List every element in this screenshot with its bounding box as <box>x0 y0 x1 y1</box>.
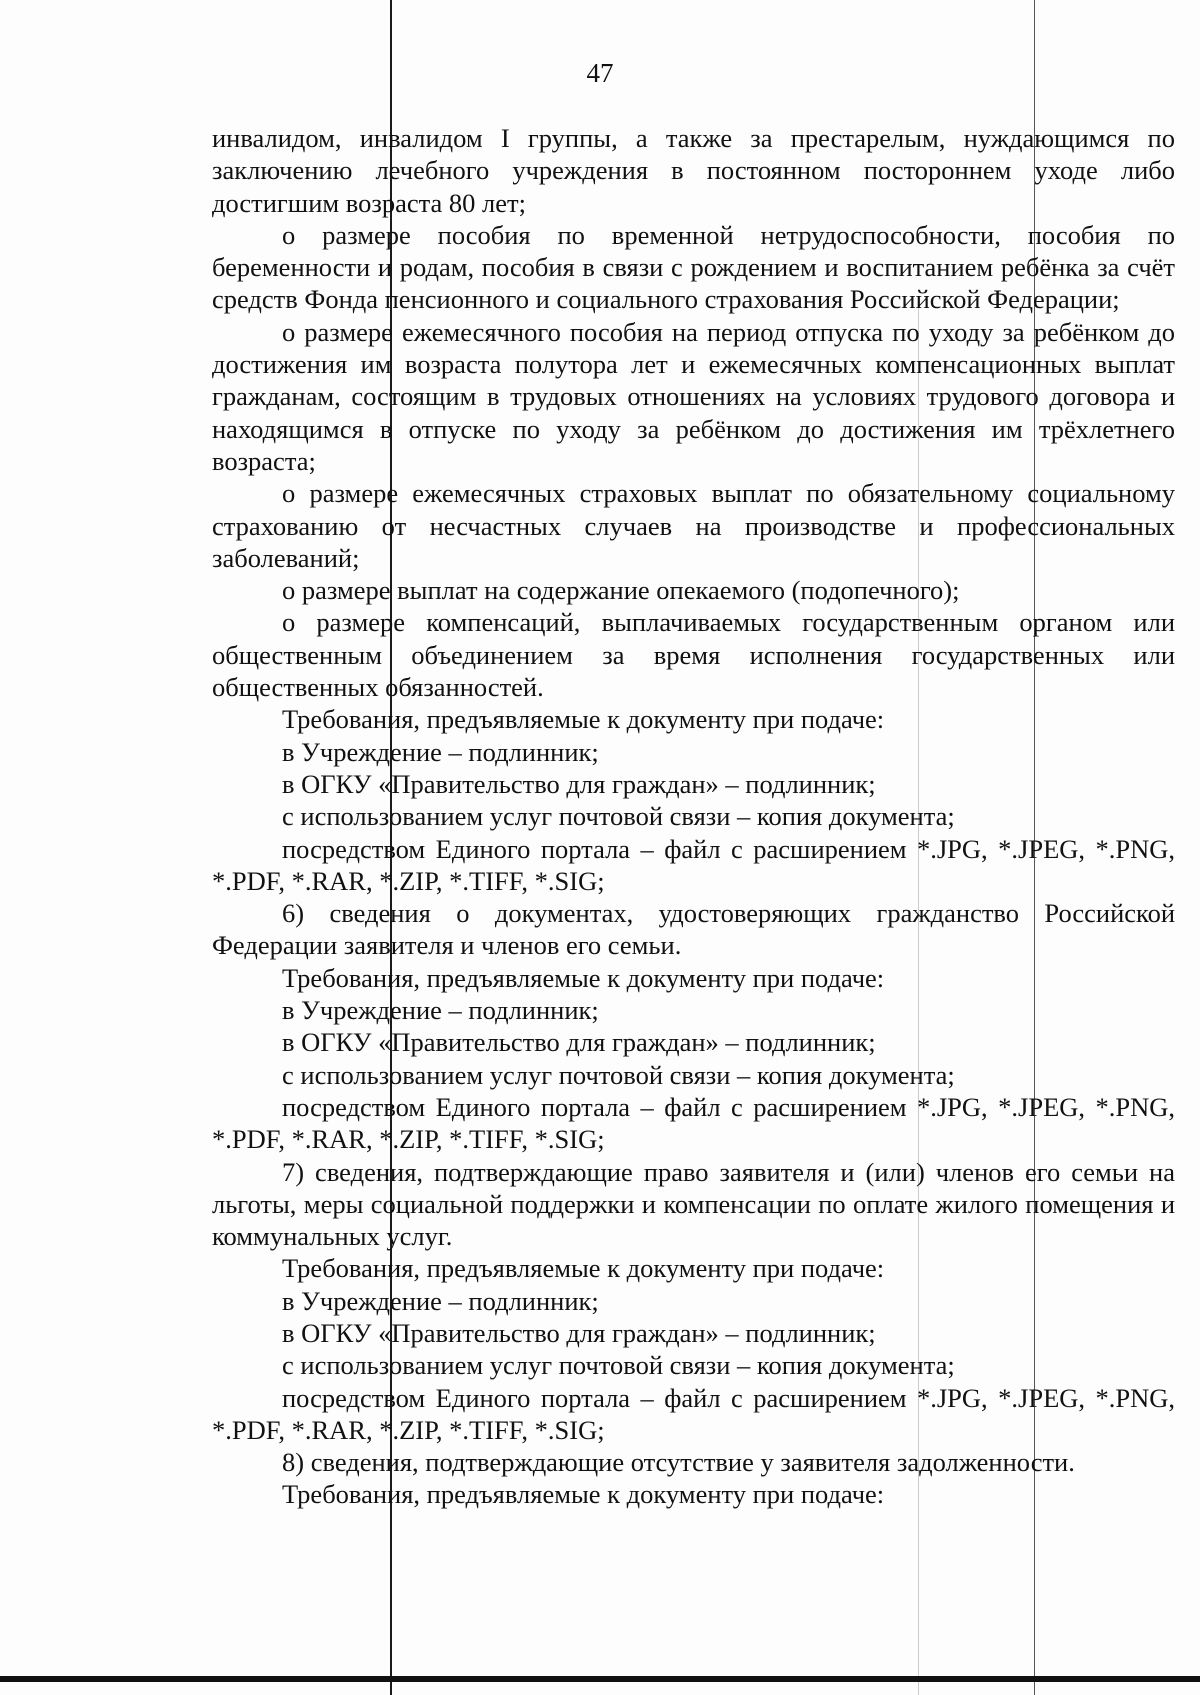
paragraph: в Учреждение – подлинник; <box>282 1285 599 1316</box>
paragraph: о размере ежемесячного пособия на период отпуска по уходу за ребёнком до достижения им возраста полутора лет и ежемесячных компенсационных выплат гражданам, состоящим в трудовых отношениях на условиях трудового договора и находящимся в отпуске по уходу за ребёнком до достижения им трёхлетнего возраста; <box>212 316 1175 476</box>
paragraph: 8) сведения, подтверждающие отсутствие у заявителя задолженности. <box>282 1447 1075 1478</box>
paragraph: Требования, предъявляемые к документу при подаче: <box>282 1253 885 1284</box>
paragraph: посредством Единого портала – файл с расширением *.JPG, *.JPEG, *.PNG, *.PDF, *.RAR, *.ZIP, *.TIFF, *.SIG; <box>212 1382 1175 1445</box>
paragraph: в ОГКУ «Правительство для граждан» – подлинник; <box>282 1317 876 1348</box>
document-body <box>212 122 1175 1511</box>
paragraph: о размере выплат на содержание опекаемого (подопечного); <box>282 575 960 606</box>
paragraph: о размере компенсаций, выплачиваемых государственным органом или общественным объединением за время исполнения государственных или общественных обязанностей. <box>212 607 1175 703</box>
paragraph: с использованием услуг почтовой связи – копия документа; <box>282 801 955 832</box>
paragraph: Требования, предъявляемые к документу при подаче: <box>282 1479 885 1510</box>
paragraph: в ОГКУ «Правительство для граждан» – подлинник; <box>282 1027 876 1058</box>
paragraph: посредством Единого портала – файл с расширением *.JPG, *.JPEG, *.PNG, *.PDF, *.RAR, *.ZIP, *.TIFF, *.SIG; <box>212 1091 1175 1155</box>
paragraph: в Учреждение – подлинник; <box>282 736 599 767</box>
paragraph: с использованием услуг почтовой связи – копия документа; <box>282 1059 955 1090</box>
paragraph: Требования, предъявляемые к документу при подаче: <box>282 962 885 993</box>
paragraph: о размере пособия по временной нетрудоспособности, пособия по беременности и родам, пособия в связи с рождением и воспитанием ребёнка за счёт средств Фонда пенсионного и социального страхования Российской Федерации; <box>212 219 1175 315</box>
paragraph: с использованием услуг почтовой связи – копия документа; <box>282 1350 955 1381</box>
paragraph: 6) сведения о документах, удостоверяющих гражданство Российской Федерации заявителя и членов его семьи. <box>212 898 1175 961</box>
paragraph: Требования, предъявляемые к документу при подаче: <box>282 704 885 735</box>
paragraph: в Учреждение – подлинник; <box>282 995 599 1026</box>
paragraph: в ОГКУ «Правительство для граждан» – подлинник; <box>282 768 876 799</box>
paragraph: о размере ежемесячных страховых выплат по обязательному социальному страхованию от несчастных случаев на производстве и профессиональных заболеваний; <box>212 478 1175 573</box>
paragraph: 7) сведения, подтверждающие право заявителя и (или) членов его семьи на льготы, меры социальной поддержки и компенсации по оплате жилого помещения и коммунальных услуг. <box>212 1156 1175 1252</box>
paragraph: посредством Единого портала – файл с расширением *.JPG, *.JPEG, *.PNG, *.PDF, *.RAR, *.ZIP, *.TIFF, *.SIG; <box>212 833 1175 896</box>
paragraph: инвалидом, инвалидом I группы, а также за престарелым, нуждающимся по заключению лечебного учреждения в постоянном постороннем уходе либо достигшим возраста 80 лет; <box>212 123 1175 218</box>
scan-edge-bar <box>0 1676 1200 1682</box>
page-number: 47 <box>586 58 614 88</box>
